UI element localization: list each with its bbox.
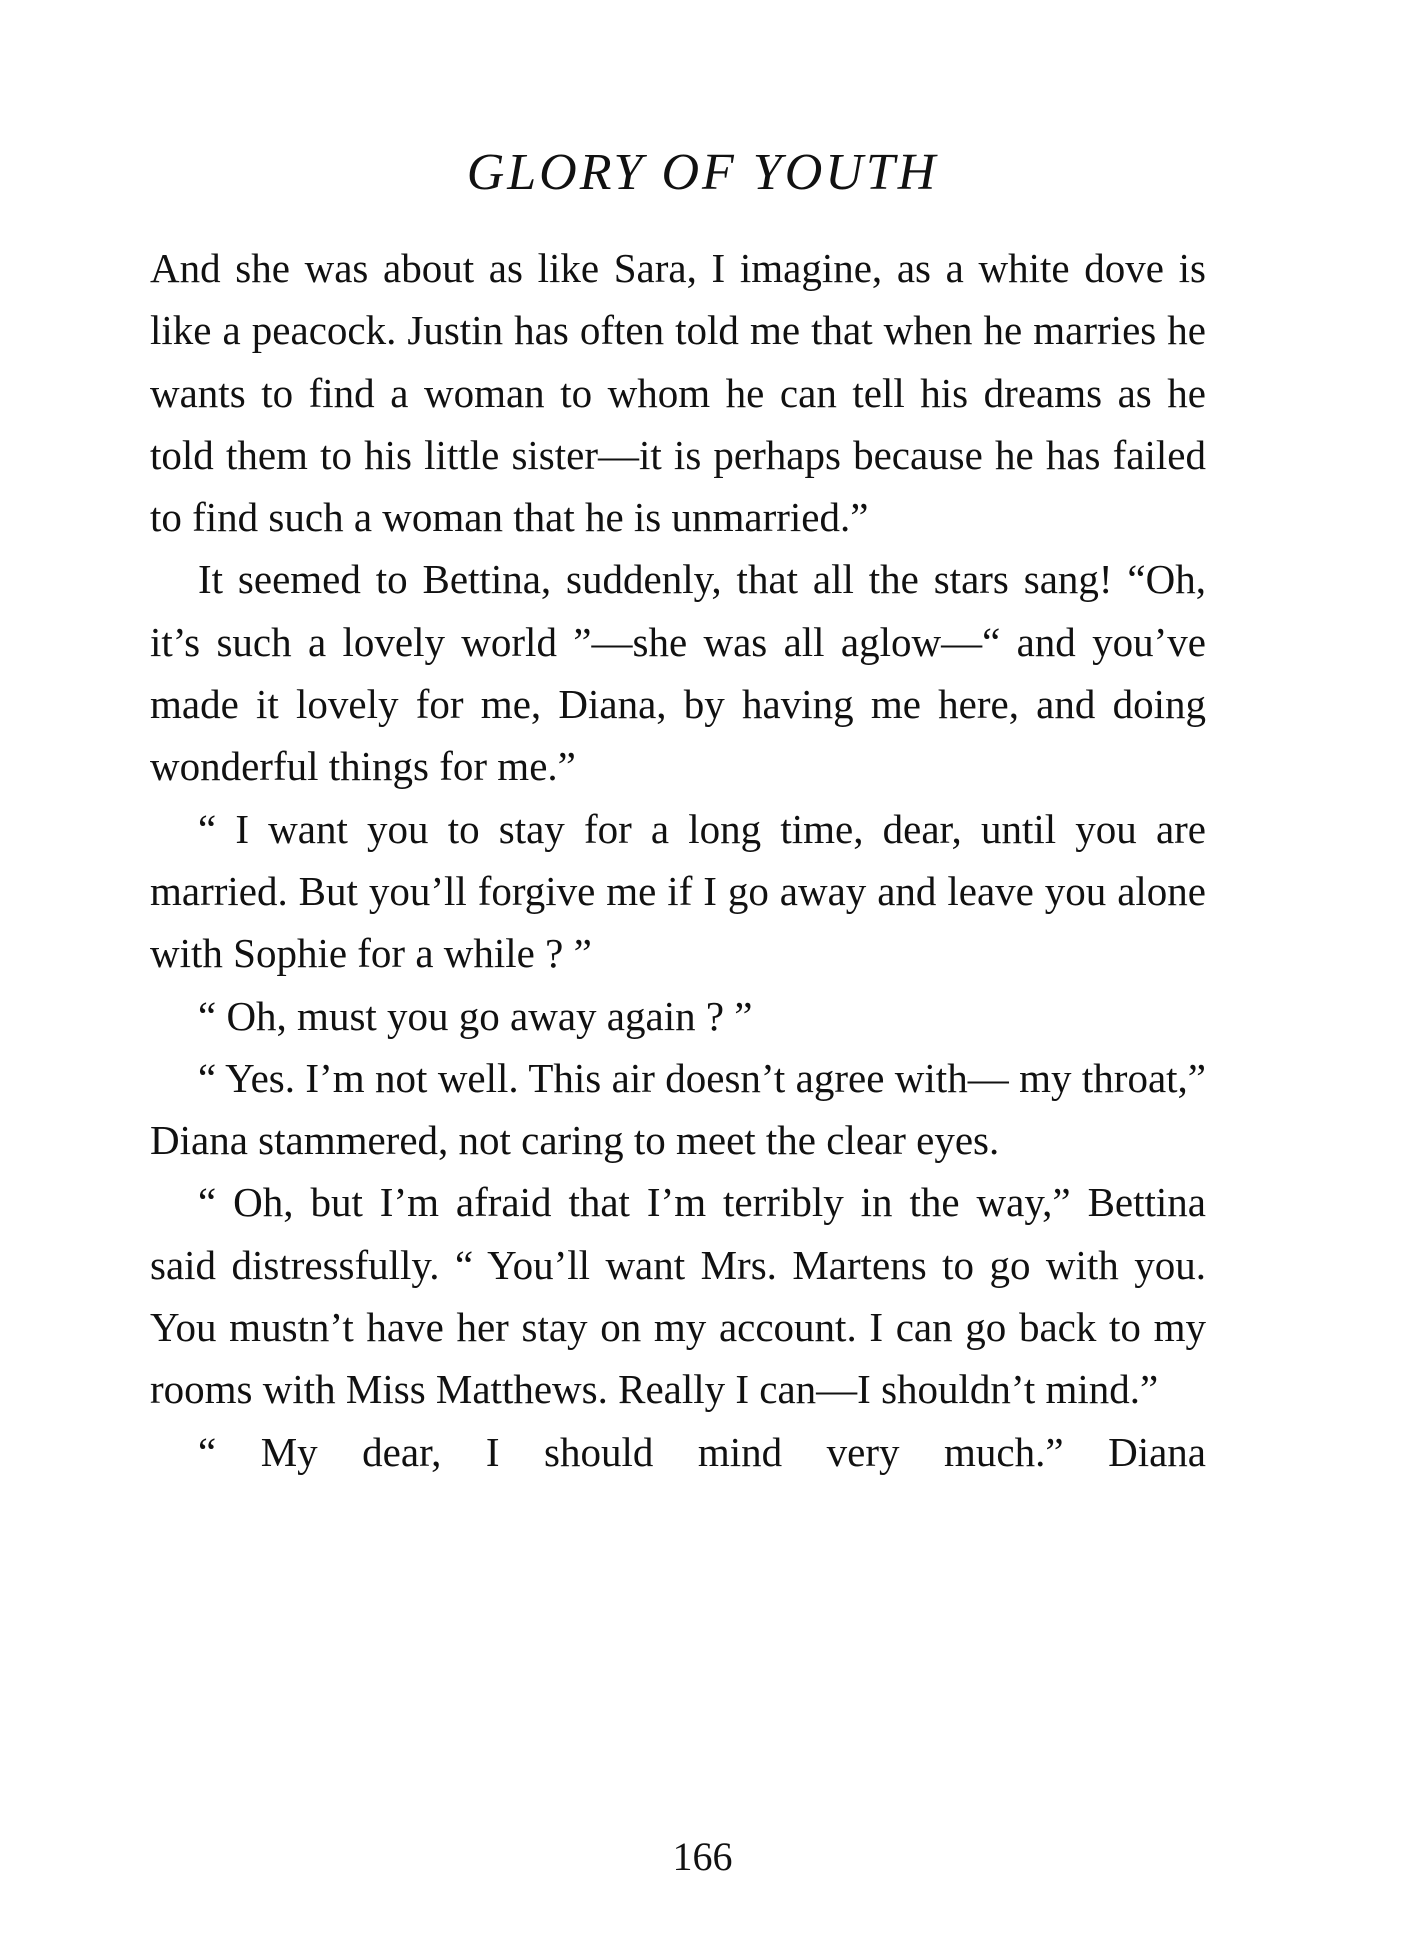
paragraph: “ Oh, must you go away again ? ” [198, 992, 753, 1039]
paragraph-continued: And she was about as like Sara, I imagine, as a white dove is like a peacock. Justin has often told me that when he marries he wants to find a woman to whom he can tell his dreams as he told them to his little sister—it is perhaps because he has failed to find such a woman that he is unmarried.” [150, 245, 1206, 541]
paragraph: It seemed to Bettina, suddenly, that all the stars sang! “Oh, it’s such a lovely world ”—she was all aglow—“ and you’ve made it lovely for me, Diana, by having me here, and doing wonderful things for me.” [150, 556, 1206, 790]
paragraph: “ I want you to stay for a long time, dear, until you are married. But you’ll forgive me if I go away and leave you alone with Sophie for a while ? ” [150, 805, 1206, 977]
page-body [150, 237, 1206, 1483]
paragraph-runs-over: “ My dear, I should mind very much.” Diana [198, 1428, 1206, 1475]
running-head: GLORY OF YOUTH [466, 144, 939, 201]
paragraph: “ Oh, but I’m afraid that I’m terribly in the way,” Bettina said distressfully. “ You’ll want Mrs. Martens to go with you. You mustn’t have her stay on my account. I can go back to my rooms with Miss Matthews. Really I can—I shouldn’t mind.” [150, 1179, 1206, 1413]
page-number: 166 [672, 1834, 733, 1879]
paragraph: “ Yes. I’m not well. This air doesn’t agree with— my throat,” Diana stammered, not caring to meet the clear eyes. [150, 1054, 1206, 1164]
